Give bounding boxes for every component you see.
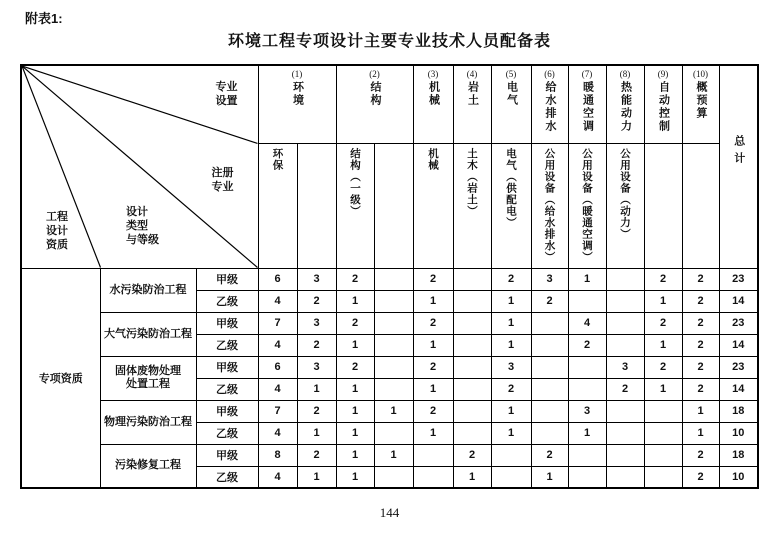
subheader-structure-grade1: 结构（一级） [336, 143, 374, 268]
value-cell [374, 290, 413, 312]
header-col-thermal-power: (8) 热能动力 [606, 65, 644, 143]
project-name-cell: 固体废物处理 处置工程 [100, 356, 196, 400]
value-cell [374, 312, 413, 334]
subheader-structure-blank [374, 143, 413, 268]
grade-cell: 乙级 [196, 422, 258, 444]
value-cell [568, 378, 606, 400]
value-cell [606, 290, 644, 312]
subheader-public-equipment-power: 公用设备（动力） [606, 143, 644, 268]
grade-cell: 甲级 [196, 444, 258, 466]
value-cell: 4 [258, 378, 297, 400]
value-cell [453, 268, 491, 290]
value-cell: 1 [336, 466, 374, 488]
value-cell [606, 334, 644, 356]
project-name-cell: 污染修复工程 [100, 444, 196, 488]
value-cell [453, 290, 491, 312]
value-cell [606, 400, 644, 422]
value-cell: 2 [682, 312, 719, 334]
value-cell: 1 [297, 466, 336, 488]
page-number: 144 [379, 505, 400, 520]
value-cell: 1 [336, 400, 374, 422]
value-cell: 1 [682, 400, 719, 422]
value-cell [606, 444, 644, 466]
value-cell: 3 [297, 312, 336, 334]
value-cell: 8 [258, 444, 297, 466]
value-cell: 2 [297, 444, 336, 466]
table-row [21, 268, 758, 290]
value-cell: 2 [531, 290, 568, 312]
value-cell: 1 [644, 378, 682, 400]
value-cell [413, 444, 453, 466]
value-cell: 2 [413, 268, 453, 290]
personnel-table [20, 64, 759, 489]
value-cell: 1 [413, 290, 453, 312]
header-col-budget: (10) 概预算 [682, 65, 719, 143]
subheader-budget-blank [682, 143, 719, 268]
value-cell [453, 356, 491, 378]
value-cell: 23 [719, 356, 758, 378]
value-cell: 23 [719, 268, 758, 290]
value-cell: 2 [297, 290, 336, 312]
value-cell: 4 [258, 466, 297, 488]
value-cell: 3 [297, 356, 336, 378]
corner-header-cell [21, 65, 258, 268]
value-cell: 1 [336, 290, 374, 312]
value-cell: 1 [336, 334, 374, 356]
value-cell: 2 [644, 312, 682, 334]
value-cell: 2 [336, 312, 374, 334]
value-cell [606, 312, 644, 334]
value-cell [374, 356, 413, 378]
value-cell: 2 [644, 268, 682, 290]
value-cell: 23 [719, 312, 758, 334]
table-row [21, 356, 758, 378]
value-cell: 18 [719, 400, 758, 422]
value-cell [606, 466, 644, 488]
value-cell [606, 268, 644, 290]
project-name-cell: 物理污染防治工程 [100, 400, 196, 444]
value-cell: 1 [491, 290, 531, 312]
value-cell: 2 [413, 400, 453, 422]
value-cell [568, 290, 606, 312]
grade-cell: 甲级 [196, 356, 258, 378]
grade-cell: 乙级 [196, 466, 258, 488]
value-cell: 1 [453, 466, 491, 488]
value-cell: 1 [491, 334, 531, 356]
grade-cell: 乙级 [196, 334, 258, 356]
grade-cell: 甲级 [196, 400, 258, 422]
value-cell [413, 466, 453, 488]
value-cell: 2 [336, 268, 374, 290]
value-cell: 7 [258, 312, 297, 334]
value-cell: 1 [491, 312, 531, 334]
value-cell: 1 [568, 422, 606, 444]
value-cell: 2 [682, 268, 719, 290]
subheader-auto-control-blank [644, 143, 682, 268]
value-cell [531, 422, 568, 444]
subheader-public-equipment-water: 公用设备（给水排水） [531, 143, 568, 268]
value-cell: 1 [336, 444, 374, 466]
subheader-electrical-power-supply: 电气（供配电） [491, 143, 531, 268]
value-cell: 1 [297, 378, 336, 400]
value-cell: 2 [491, 268, 531, 290]
value-cell [453, 400, 491, 422]
value-cell: 3 [531, 268, 568, 290]
grade-cell: 甲级 [196, 312, 258, 334]
value-cell [644, 444, 682, 466]
subheader-public-equipment-hvac: 公用设备（暖通空调） [568, 143, 606, 268]
header-col-environment: (1) 环境 [258, 65, 336, 143]
value-cell [531, 356, 568, 378]
value-cell: 2 [682, 290, 719, 312]
value-cell: 2 [336, 356, 374, 378]
value-cell: 4 [258, 334, 297, 356]
value-cell: 2 [568, 334, 606, 356]
value-cell: 10 [719, 466, 758, 488]
grade-cell: 乙级 [196, 290, 258, 312]
value-cell: 2 [297, 334, 336, 356]
header-col-geotechnical: (4) 岩土 [453, 65, 491, 143]
value-cell: 7 [258, 400, 297, 422]
table-row [21, 444, 758, 466]
value-cell [568, 356, 606, 378]
value-cell: 1 [682, 422, 719, 444]
value-cell: 18 [719, 444, 758, 466]
value-cell: 4 [568, 312, 606, 334]
value-cell: 3 [606, 356, 644, 378]
value-cell: 1 [374, 400, 413, 422]
project-name-cell: 大气污染防治工程 [100, 312, 196, 356]
value-cell: 2 [606, 378, 644, 400]
value-cell: 2 [453, 444, 491, 466]
corner-label-qualification: 工程 设计 资质 [46, 211, 68, 251]
header-col-electrical: (5) 电气 [491, 65, 531, 143]
value-cell: 14 [719, 378, 758, 400]
value-cell: 3 [568, 400, 606, 422]
value-cell: 2 [491, 378, 531, 400]
value-cell [453, 422, 491, 444]
value-cell: 14 [719, 334, 758, 356]
value-cell [374, 422, 413, 444]
header-col-hvac: (7) 暖通空调 [568, 65, 606, 143]
value-cell: 1 [374, 444, 413, 466]
table-row [21, 312, 758, 334]
grade-cell: 乙级 [196, 378, 258, 400]
value-cell: 2 [682, 466, 719, 488]
value-cell: 10 [719, 422, 758, 444]
value-cell: 1 [336, 422, 374, 444]
value-cell [374, 334, 413, 356]
value-cell: 2 [297, 400, 336, 422]
value-cell [531, 334, 568, 356]
value-cell: 2 [682, 444, 719, 466]
value-cell: 3 [297, 268, 336, 290]
value-cell [531, 400, 568, 422]
value-cell [644, 400, 682, 422]
corner-label-specialty-setup: 专业 设置 [215, 81, 238, 107]
table-row [21, 400, 758, 422]
value-cell: 2 [682, 334, 719, 356]
value-cell [606, 422, 644, 444]
value-cell: 2 [531, 444, 568, 466]
value-cell: 1 [336, 378, 374, 400]
header-col-structure: (2) 结构 [336, 65, 413, 143]
subheader-environmental-protection: 环保 [258, 143, 297, 268]
value-cell: 1 [491, 422, 531, 444]
value-cell: 1 [644, 290, 682, 312]
value-cell: 2 [413, 356, 453, 378]
value-cell: 1 [491, 400, 531, 422]
value-cell: 2 [682, 378, 719, 400]
value-cell: 1 [413, 334, 453, 356]
value-cell: 2 [413, 312, 453, 334]
subheader-environment-blank [297, 143, 336, 268]
value-cell [644, 422, 682, 444]
value-cell [644, 466, 682, 488]
value-cell: 1 [531, 466, 568, 488]
project-name-cell: 水污染防治工程 [100, 268, 196, 312]
value-cell: 6 [258, 268, 297, 290]
value-cell [568, 444, 606, 466]
value-cell [453, 334, 491, 356]
value-cell: 1 [297, 422, 336, 444]
value-cell [491, 444, 531, 466]
subheader-civil-geotechnical: 土木（岩土） [453, 143, 491, 268]
value-cell [453, 312, 491, 334]
value-cell [374, 378, 413, 400]
page-title: 环境工程专项设计主要专业技术人员配备表 [227, 33, 551, 50]
value-cell [531, 378, 568, 400]
value-cell: 6 [258, 356, 297, 378]
doc-label: 附表1: [25, 11, 63, 26]
header-col-water-supply-drainage: (6) 给水排水 [531, 65, 568, 143]
header-col-auto-control: (9) 自动控制 [644, 65, 682, 143]
value-cell: 2 [644, 356, 682, 378]
value-cell: 3 [491, 356, 531, 378]
value-cell [453, 378, 491, 400]
corner-label-registered-specialty: 注册 专业 [211, 167, 234, 193]
header-col-total: 总计 [719, 65, 758, 268]
value-cell [491, 466, 531, 488]
value-cell: 1 [413, 378, 453, 400]
value-cell: 4 [258, 290, 297, 312]
value-cell: 1 [644, 334, 682, 356]
corner-label-design-type-grade: 设计 类型 与等级 [126, 206, 159, 246]
value-cell [531, 312, 568, 334]
grade-cell: 甲级 [196, 268, 258, 290]
value-cell: 1 [413, 422, 453, 444]
header-col-mechanical: (3) 机械 [413, 65, 453, 143]
value-cell: 2 [682, 356, 719, 378]
value-cell: 14 [719, 290, 758, 312]
value-cell [374, 466, 413, 488]
value-cell: 4 [258, 422, 297, 444]
value-cell [568, 466, 606, 488]
value-cell: 1 [568, 268, 606, 290]
value-cell [374, 268, 413, 290]
subheader-mechanical: 机械 [413, 143, 453, 268]
qualification-cell: 专项资质 [21, 268, 100, 488]
